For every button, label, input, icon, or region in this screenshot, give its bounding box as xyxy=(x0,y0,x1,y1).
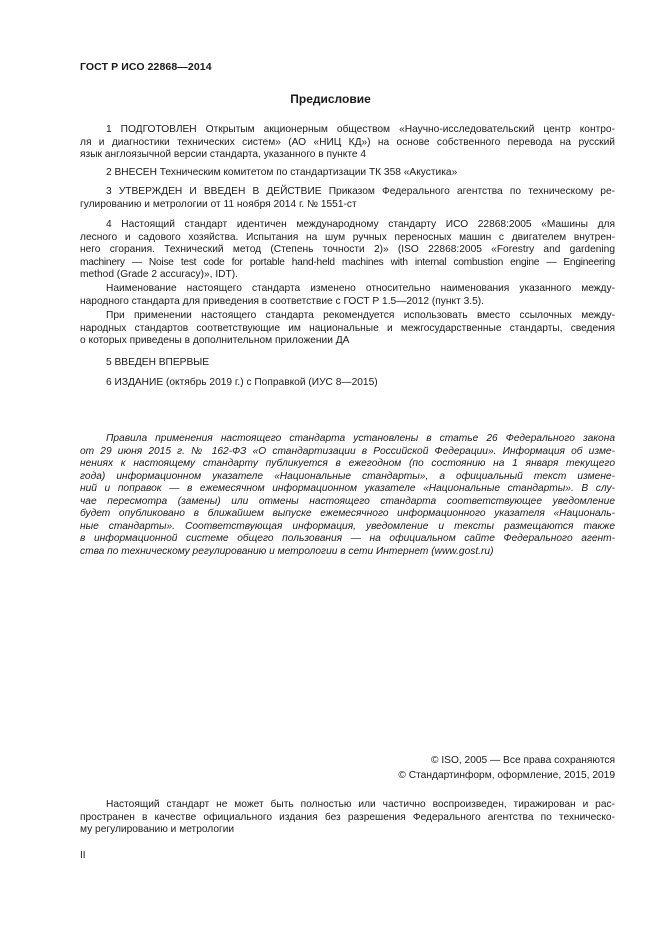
copyright-iso: © ISO, 2005 — Все права сохраняются xyxy=(431,755,615,766)
paragraph-edition xyxy=(80,377,615,390)
text-line: чае пересмотра (замены) или отмены настоящего стандарта соответствующее уведомление xyxy=(80,495,615,507)
text-line: При применении настоящего стандарта рекомендуется использовать вместо ссылочных между- xyxy=(106,310,615,321)
text-line: года) информационном указателе «Национальные стандарты», а официальный текст измене- xyxy=(80,470,615,482)
copyright-standartinform: © Стандартинформ, оформление, 2015, 2019 xyxy=(398,770,615,781)
text-line: 2 ВНЕСЕН Техническим комитетом по стандартизации ТК 358 «Акустика» xyxy=(106,167,458,178)
text-line: нениях к настоящему стандарту публикуется в ежегодном (по состоянию на 1 января текущего xyxy=(80,458,615,469)
text-line: народных стандартов соответствующие им национальные и межгосударственные стандарты, сведения xyxy=(80,322,615,334)
rules-notice xyxy=(80,433,615,558)
text-line: гулированию и метрологии от 11 ноября 2014 г. № 1551-ст xyxy=(80,198,357,210)
text-line: пространен в качестве официального издания без разрешения Федерального агентства по техническо- xyxy=(80,811,615,823)
page-number: II xyxy=(80,850,86,861)
text-line: о которых приведены в дополнительном приложении ДА xyxy=(80,335,350,346)
text-line: му регулированию и метрологии xyxy=(80,824,235,835)
paragraph-first-time xyxy=(80,357,615,370)
paragraph-introduced xyxy=(80,167,615,180)
text-line: 3 УТВЕРЖДЕН И ВВЕДЕН В ДЕЙСТВИЕ Приказом Федерального агентства по техническому ре- xyxy=(106,186,615,197)
text-line: 6 ИЗДАНИЕ (октябрь 2019 г.) с Поправкой (ИУС 8—2015) xyxy=(106,377,378,388)
text-line: Настоящий стандарт не может быть полностью или частично воспроизведен, тиражирован и рас- xyxy=(106,799,615,810)
text-line: язык англоязычной версии стандарта, указанного в пункте 4 xyxy=(80,149,367,160)
text-line: в информационной системе общего пользования — на официальном сайте Федерального агент- xyxy=(80,533,615,544)
paragraph-identical xyxy=(80,219,615,282)
text-line: Правила применения настоящего стандарта установлены в статье 26 Федерального закона xyxy=(106,433,615,444)
text-line: него сгорания. Технический метод (Степень точности 2)» (ISO 22868:2005 «Forestry and gardening xyxy=(80,244,615,255)
paragraph-approved xyxy=(80,186,615,211)
text-line: народного стандарта для приведения в соответствие с ГОСТ Р 1.5—2012 (пункт 3.5). xyxy=(80,295,484,307)
text-line: ства по техническому регулированию и метрологии в сети Интернет (www.gost.ru) xyxy=(80,545,494,557)
paragraph-prepared xyxy=(80,124,615,162)
text-line: method (Grade 2 accuracy)», IDT). xyxy=(80,269,238,280)
text-line: 5 ВВЕДЕН ВПЕРВЫЕ xyxy=(106,357,210,368)
page-title: Предисловие xyxy=(290,92,371,106)
reproduction-notice xyxy=(80,799,615,837)
paragraph-name-changed xyxy=(80,283,615,308)
text-line: ные стандарты». Соответствующая информация, уведомление и тексты размещаются также xyxy=(80,520,615,532)
text-line: 4 Настоящий стандарт идентичен международному стандарту ИСО 22868:2005 «Машины для xyxy=(106,219,615,230)
paragraph-references xyxy=(80,310,615,348)
text-line: лесного и садового хозяйства. Испытания на шум ручных переносных машин с двигателем внутрен- xyxy=(80,231,615,243)
text-line: Наименование настоящего стандарта изменено относительно наименования указанного между- xyxy=(106,283,615,294)
text-line: 1 ПОДГОТОВЛЕН Открытым акционерным обществом «Научно-исследовательский центр контро- xyxy=(106,124,615,135)
text-line: от 29 июня 2015 г. № 162-ФЗ «О стандартизации в Российской Федерации». Информация об изме- xyxy=(80,445,615,457)
standard-code: ГОСТ Р ИСО 22868—2014 xyxy=(80,61,212,73)
text-line: ля и диагностики технических систем» (АО «НИЦ КД») на основе собственного перевода на русский xyxy=(80,136,615,148)
text-line: ний и поправок — в ежемесячном информационном указателе «Национальные стандарты». В слу- xyxy=(80,483,615,494)
text-line: machinery — Noise test code for portable hand-held machines with internal combustion engine — Engineering xyxy=(80,256,615,268)
text-line: будет опубликовано в ближайшем выпуске ежемесячного информационного указателя «Националь- xyxy=(80,508,615,519)
